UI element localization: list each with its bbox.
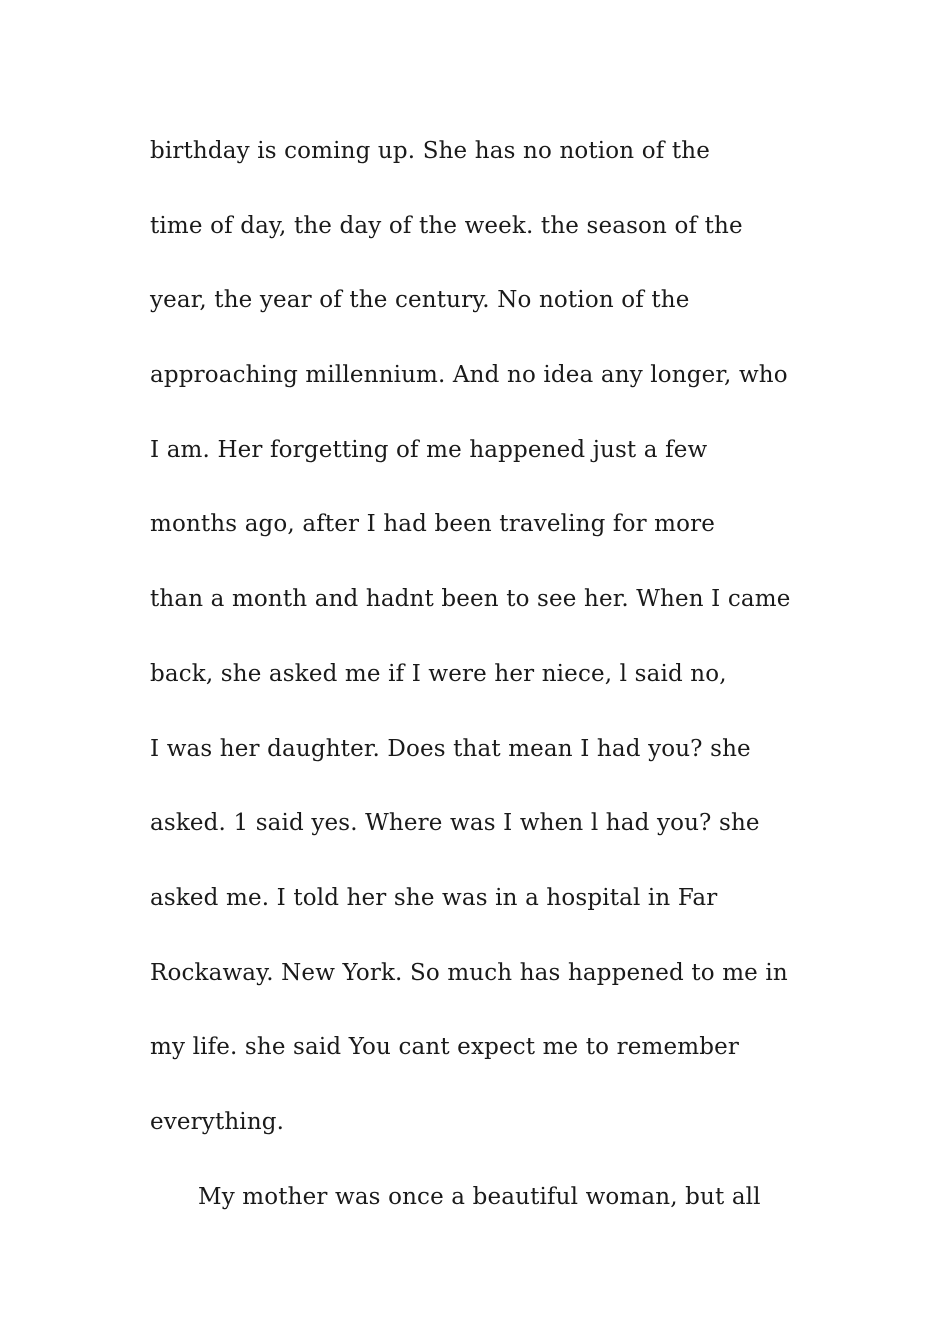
text-line: I was her daughter. Does that mean I had you? she <box>150 735 751 762</box>
text-line: than a month and hadnt been to see her. When I came <box>150 586 791 613</box>
text-line: time of day, the day of the week. the season of the <box>150 212 743 239</box>
text-line: year, the year of the century. No notion of the <box>150 287 690 314</box>
body-text <box>150 114 830 1234</box>
text-line: approaching millennium. And no idea any longer, who <box>150 362 788 389</box>
text-line: everything. <box>150 1108 285 1135</box>
text-line: I am. Her forgetting of me happened just a few <box>150 436 708 463</box>
text-line: asked. 1 said yes. Where was I when l had you? she <box>150 810 760 837</box>
text-line: Rockaway. New York. So much has happened to me in <box>150 959 788 986</box>
text-line: asked me. I told her she was in a hospital in Far <box>150 884 718 911</box>
text-line: birthday is coming up. She has no notion of the <box>150 138 710 164</box>
text-line: back, she asked me if I were her niece, l said no, <box>150 660 727 687</box>
text-line-indented: My mother was once a beautiful woman, but all <box>198 1183 761 1210</box>
text-line: months ago, after I had been traveling for more <box>150 511 716 538</box>
text-line: my life. she said You cant expect me to remember <box>150 1034 739 1061</box>
